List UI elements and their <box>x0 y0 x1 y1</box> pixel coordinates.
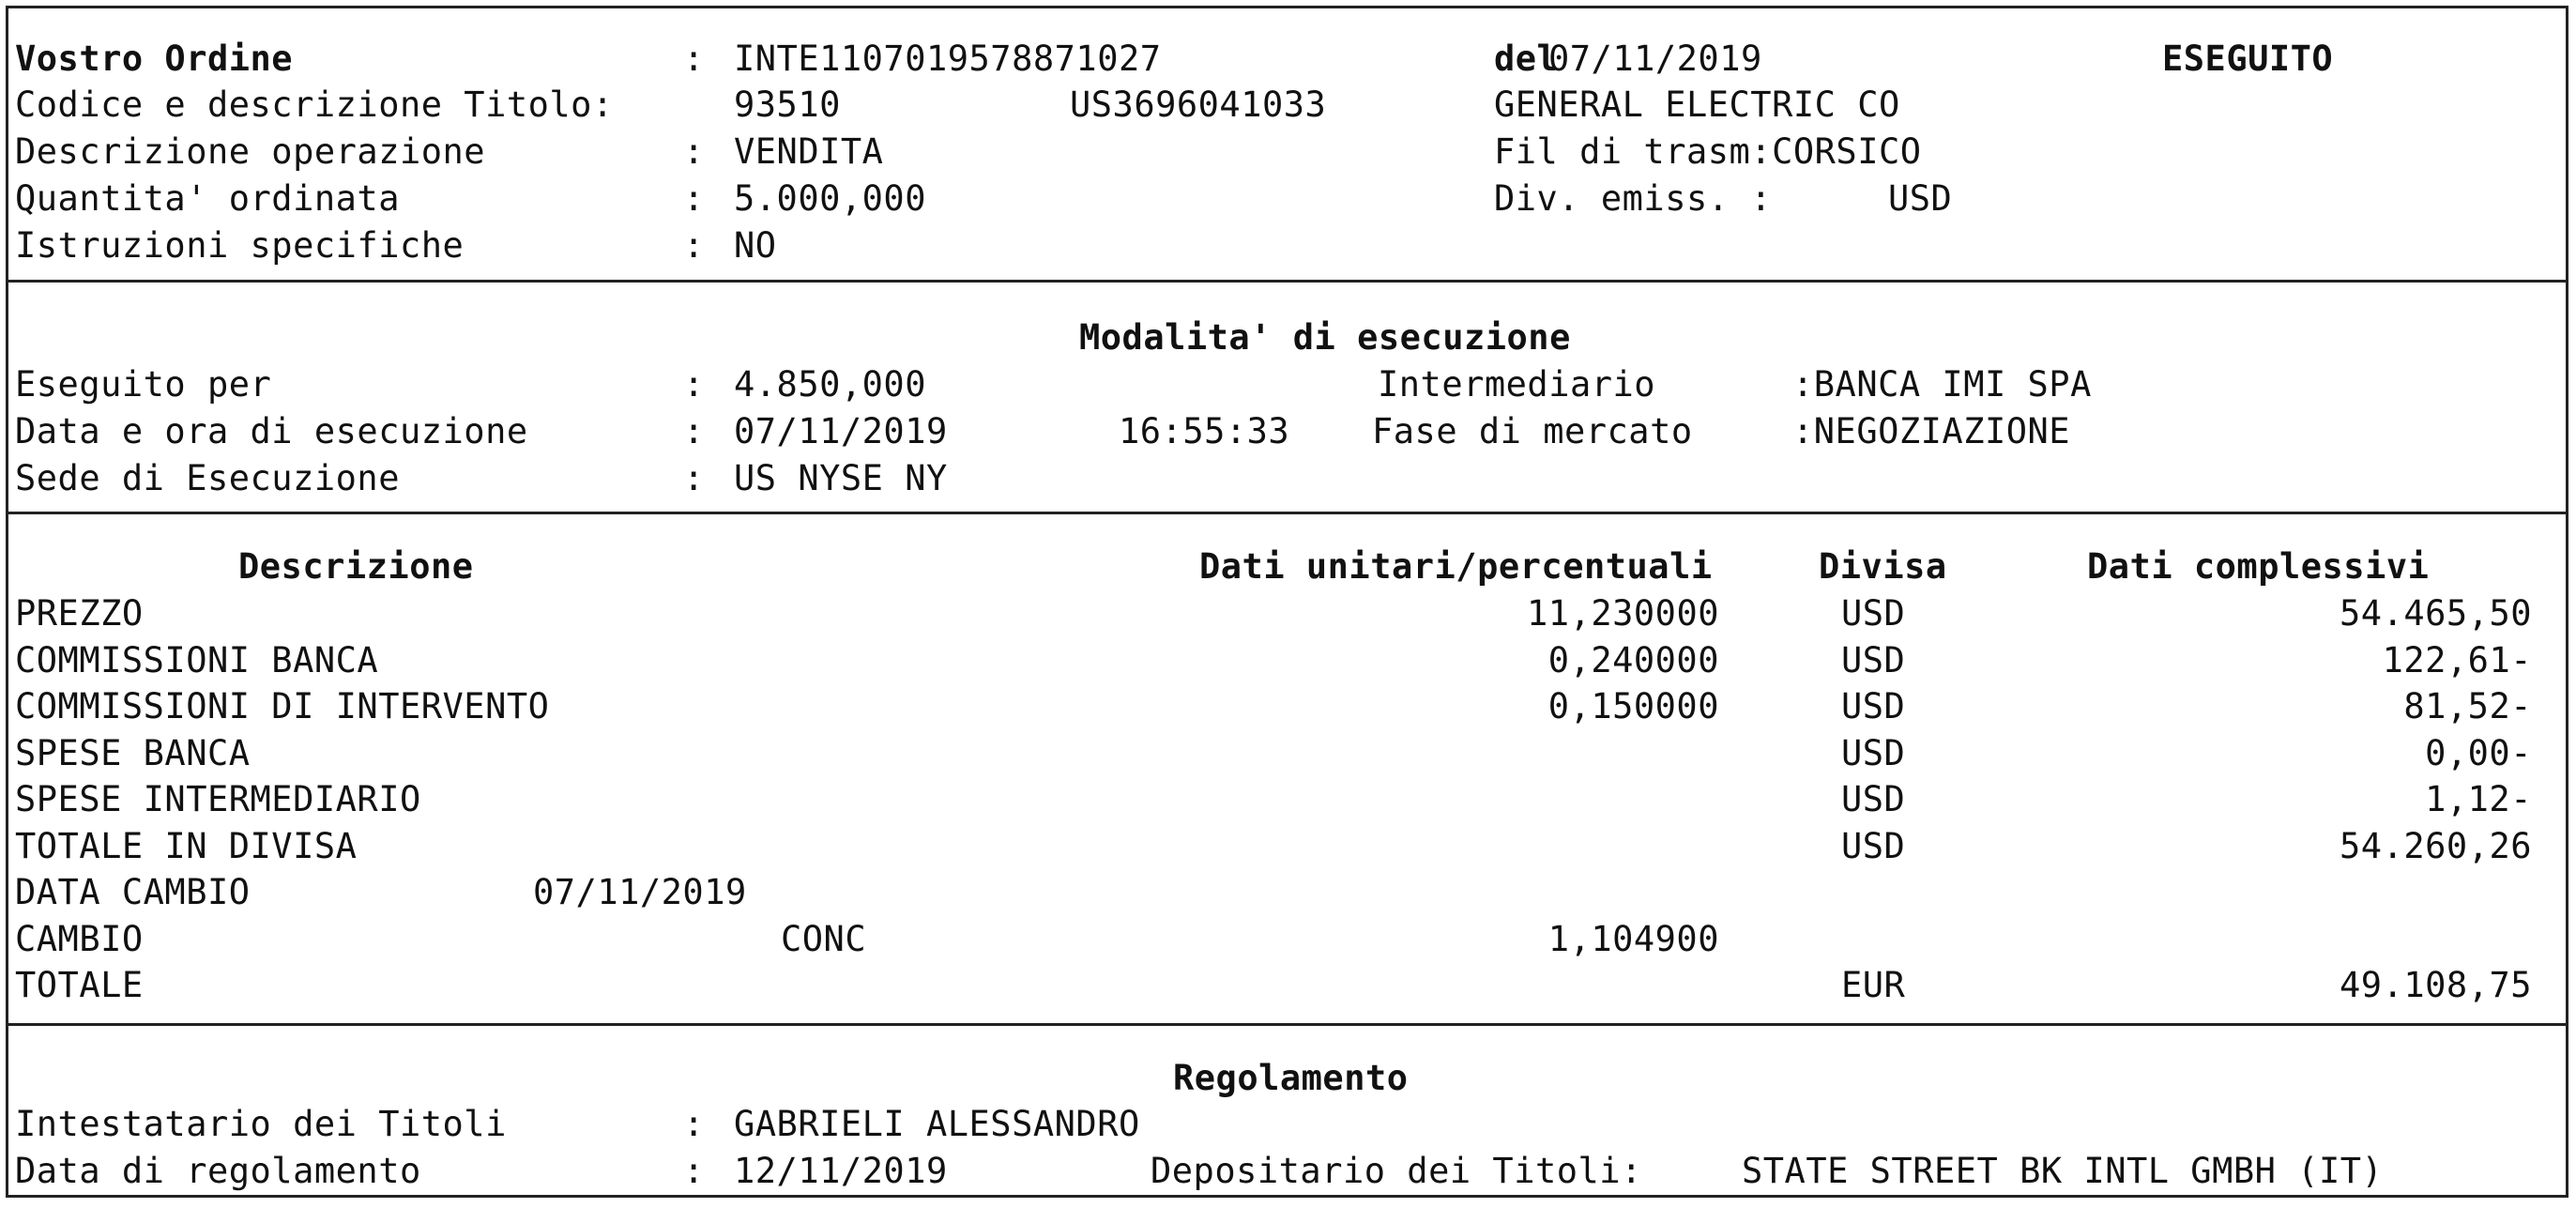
data-regolamento-colon: : <box>683 1151 705 1191</box>
row-total-value: 54.260,26 <box>2340 826 2532 866</box>
header-descrizione: Descrizione <box>238 546 474 587</box>
row-label: COMMISSIONI DI INTERVENTO <box>15 686 550 726</box>
row-label: TOTALE <box>15 965 144 1005</box>
row-label: SPESE BANCA <box>15 733 251 773</box>
descr-op-label: Descrizione operazione <box>15 131 486 172</box>
row-total-value: 54.465,50 <box>2340 593 2532 634</box>
row-currency: USD <box>1841 733 1906 773</box>
sede-label: Sede di Esecuzione <box>15 458 400 498</box>
intestatario-value: GABRIELI ALESSANDRO <box>734 1104 1140 1144</box>
codice-value: 93510 <box>734 84 841 125</box>
div-emiss-value: USD <box>1888 178 1953 219</box>
order-number: INTE1107019578871027 <box>734 38 1162 79</box>
isin-value: US3696041033 <box>1070 84 1327 125</box>
data-esecuzione-colon: : <box>683 411 705 451</box>
row-label: COMMISSIONI BANCA <box>15 640 379 680</box>
order-title-label: Vostro Ordine <box>15 38 294 79</box>
row-label: DATA CAMBIO <box>15 872 251 912</box>
row-unit-value: 11,230000 <box>1527 593 1719 634</box>
qty-colon: : <box>683 178 705 219</box>
row-currency: USD <box>1841 640 1906 680</box>
istr-value: NO <box>734 225 777 266</box>
header-divisa: Divisa <box>1819 546 1947 587</box>
row-total-value: 122,61- <box>2382 640 2532 680</box>
data-esecuzione-label: Data e ora di esecuzione <box>15 411 528 451</box>
row-currency: USD <box>1841 686 1906 726</box>
codice-label: Codice e descrizione Titolo: <box>15 84 614 125</box>
row-unit-value: 0,240000 <box>1547 640 1719 680</box>
row-currency: USD <box>1841 779 1906 819</box>
data-regolamento-label: Data di regolamento <box>15 1151 421 1191</box>
row-total-value: 1,12- <box>2425 779 2532 819</box>
eseguito-label: Eseguito per <box>15 364 272 405</box>
security-name: GENERAL ELECTRIC CO <box>1494 84 1900 125</box>
data-esecuzione-value: 07/11/2019 <box>734 411 948 451</box>
header-dati-unitari: Dati unitari/percentuali <box>1199 546 1713 587</box>
intermediario-label: Intermediario <box>1378 364 1656 405</box>
section-divider-order <box>6 280 2568 283</box>
row-currency: USD <box>1841 593 1906 634</box>
row-extra: CONC <box>781 919 867 959</box>
row-label: SPESE INTERMEDIARIO <box>15 779 421 819</box>
fase-mercato-label: Fase di mercato <box>1372 411 1693 451</box>
eseguito-colon: : <box>683 364 705 405</box>
order-colon: : <box>683 38 705 79</box>
execution-heading: Modalita' di esecuzione <box>1079 317 1571 358</box>
row-currency: USD <box>1841 826 1906 866</box>
fil-trasm-label: Fil di trasm:CORSICO <box>1494 131 1922 172</box>
qty-value: 5.000,000 <box>734 178 926 219</box>
istr-colon: : <box>683 225 705 266</box>
row-extra: 07/11/2019 <box>533 872 747 912</box>
row-label: PREZZO <box>15 593 144 634</box>
order-date: 07/11/2019 <box>1548 38 1762 79</box>
row-total-value: 49.108,75 <box>2340 965 2532 1005</box>
istr-label: Istruzioni specifiche <box>15 225 465 266</box>
intermediario-value: :BANCA IMI SPA <box>1792 364 2092 405</box>
sede-value: US NYSE NY <box>734 458 948 498</box>
row-total-value: 81,52- <box>2403 686 2532 726</box>
header-dati-complessivi: Dati complessivi <box>2087 546 2430 587</box>
eseguito-value: 4.850,000 <box>734 364 926 405</box>
row-label: CAMBIO <box>15 919 144 959</box>
depositario-value: STATE STREET BK INTL GMBH (IT) <box>1742 1151 2384 1191</box>
settlement-heading: Regolamento <box>1173 1058 1409 1098</box>
sede-colon: : <box>683 458 705 498</box>
div-emiss-label: Div. emiss. : <box>1494 178 1773 219</box>
row-unit-value: 1,104900 <box>1547 919 1719 959</box>
section-divider-details <box>6 1023 2568 1026</box>
row-unit-value: 0,150000 <box>1547 686 1719 726</box>
row-label: TOTALE IN DIVISA <box>15 826 358 866</box>
intestatario-colon: : <box>683 1104 705 1144</box>
qty-label: Quantita' ordinata <box>15 178 400 219</box>
section-divider-execution <box>6 512 2568 514</box>
row-total-value: 0,00- <box>2425 733 2532 773</box>
fase-mercato-value: :NEGOZIAZIONE <box>1792 411 2071 451</box>
ora-esecuzione-value: 16:55:33 <box>1119 411 1290 451</box>
row-currency: EUR <box>1841 965 1906 1005</box>
order-status: ESEGUITO <box>2162 38 2334 79</box>
descr-op-colon: : <box>683 131 705 172</box>
order-del-label: del <box>1494 38 1559 79</box>
depositario-label: Depositario dei Titoli: <box>1151 1151 1642 1191</box>
descr-op-value: VENDITA <box>734 131 884 172</box>
intestatario-label: Intestatario dei Titoli <box>15 1104 507 1144</box>
data-regolamento-value: 12/11/2019 <box>734 1151 948 1191</box>
